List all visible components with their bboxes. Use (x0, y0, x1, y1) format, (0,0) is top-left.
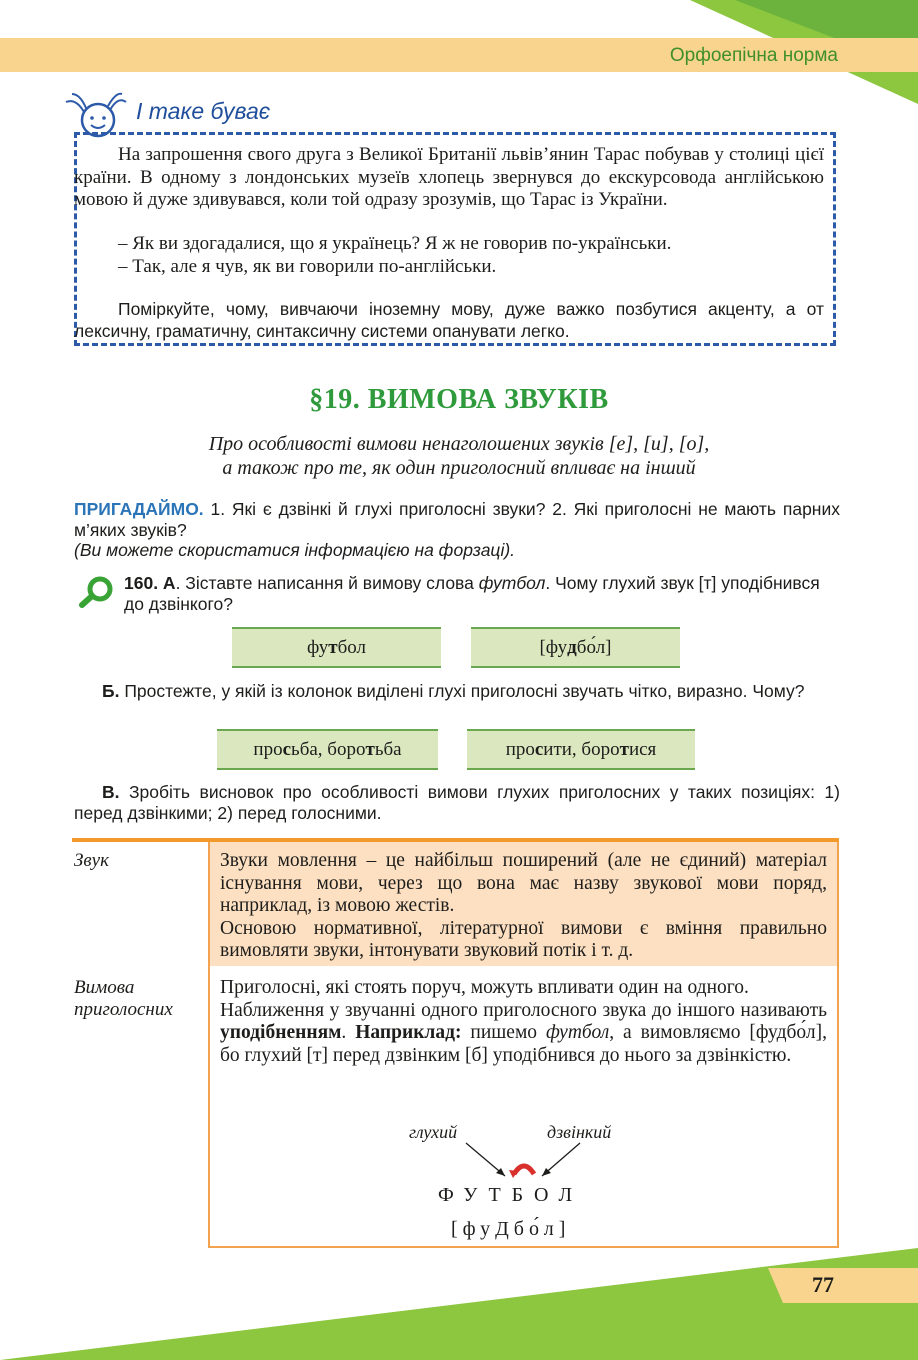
exercise-a-text (124, 573, 840, 615)
header-title: Орфоепічна норма (669, 45, 838, 66)
exercise-number: 160. А (124, 573, 176, 593)
rule-text: . (341, 1022, 356, 1043)
section-subtitle-line-2: а також про те, як один приголосний впливає на інший (222, 457, 696, 479)
column-box-part: ьба, боро (291, 739, 366, 760)
rule-term-sound: Звук (74, 850, 109, 871)
spelling-box-part: бол (337, 637, 367, 658)
transcription-part: бо́л (513, 1218, 559, 1240)
column-box-part: ися (628, 739, 657, 760)
fun-fact-dialogue-1: – Як ви здогадалися, що я українець? Я ж не говорив по-українськи. (118, 233, 672, 254)
fun-fact-question: Поміркуйте, чому, вивчаючи іноземну мову, дуже важко позбутися акценту, а от лексичну, граматичну, синтаксичну системи опанувати легко. (74, 299, 824, 341)
exercise-c-label: В. (102, 782, 120, 802)
column-box-part: ити, боро (543, 739, 620, 760)
column-box-left (217, 729, 438, 770)
diagram-label-voiced: дзвінкий (547, 1122, 612, 1142)
column-box-highlight: с (282, 739, 292, 760)
rule-term-consonants: Вимова приголосних (74, 977, 173, 1020)
diagram-label-voiceless: глухий (409, 1122, 458, 1142)
spelling-box (232, 627, 441, 668)
column-box-part: про (253, 739, 283, 760)
pronunciation-box-part: [фу (539, 637, 568, 658)
diagram-word: ФУТБОЛ (438, 1184, 584, 1206)
bottom-corner-decoration (0, 1248, 918, 1360)
column-box-right (467, 729, 695, 770)
rule-text: пишемо (461, 1022, 546, 1043)
rule-term-assimilation: уподібненням (220, 1022, 342, 1043)
exercise-a-text-2: . Чому глухий звук [т] уподібнився до дзвінкого? (124, 573, 820, 614)
rule-example-word: футбол (545, 1022, 610, 1043)
spelling-box-highlight: т (328, 637, 338, 658)
pronunciation-box-highlight: д (567, 637, 577, 658)
recall-block (74, 499, 840, 541)
transcription-bracket: [ (451, 1218, 463, 1240)
exercise-b-label: Б. (102, 681, 120, 701)
column-box-part: про (505, 739, 535, 760)
fun-fact-title: І таке буває (136, 98, 271, 124)
column-box-part: ьба (374, 739, 402, 760)
pronunciation-box (471, 627, 680, 668)
rule-example-label: Наприклад: (355, 1022, 462, 1043)
recall-label: ПРИГАДАЙМО. (74, 499, 204, 519)
rule-definition-consonants-1: Приголосні, які стоять поруч, можуть впливати один на одного. (220, 977, 749, 998)
column-box-highlight: т (619, 739, 629, 760)
rule-definition-consonants (220, 977, 827, 1067)
transcription-part: фу (462, 1218, 496, 1240)
column-box-highlight: с (534, 739, 544, 760)
recall-text: 1. Які є дзвінкі й глухі приголосні звуки? 2. Які приголосні не мають парних м’яких звуків? (74, 499, 840, 540)
rule-definition-consonants-2 (220, 1000, 827, 1068)
fun-fact-dialogue-2: – Так, але я чув, як ви говорили по-англійськи. (118, 256, 497, 277)
section-title: §19. ВИМОВА ЗВУКІВ (309, 384, 609, 415)
rule-definition-sound-2: Основою нормативної, літературної вимови є вміння правильно вимовляти звуки, інтонувати звуковий потік і т. д. (220, 917, 827, 961)
rule-text: Наближення у звучанні одного приголосного звука до іншого називають (220, 999, 827, 1021)
exercise-b-body: Простежте, у якій із колонок виділені глухі приголосні звучать чітко, виразно. Чому? (119, 681, 805, 701)
exercise-b-text (74, 681, 840, 702)
magnifier-icon (78, 575, 116, 609)
page-number: 77 (812, 1272, 834, 1297)
exercise-c-text (74, 782, 840, 824)
transcription-changed-sound: Д (495, 1218, 514, 1240)
exercise-a-text-1: . Зіставте написання й вимову слова (175, 573, 479, 593)
exercise-a-word: футбол (478, 573, 546, 593)
column-box-highlight: т (365, 739, 375, 760)
spelling-box-part: фу (306, 637, 329, 658)
section-subtitle-line-1: Про особливості вимови ненаголошених звуків [е], [и], [о], (208, 433, 710, 455)
fun-fact-paragraph: На запрошення свого друга з Великої Британії львів’янин Тарас побував у столиці цієї країни. В одному з лондонських музеїв хлопець звернувся до екскурсовода англійською мовою й дуже здивувався, коли той одразу зрозумів, що Тарас із України. (74, 144, 824, 210)
exercise-c-body: Зробіть висновок про особливості вимови глухих приголосних у таких позиціях: 1) перед дзвінкими; 2) перед голосними. (74, 782, 840, 823)
recall-note: (Ви можете скористатися інформацією на форзаці). (74, 540, 516, 560)
rule-text: , а вимовляємо [фудбо́л], бо глухий [т] перед дзвінким [б] уподібнився до нього за дзвінкістю. (220, 1022, 828, 1066)
rule-definition-sound (220, 850, 827, 963)
pronunciation-box-part: бо́л] (576, 637, 612, 658)
rule-definition-sound-1: Звуки мовлення – це найбільш поширений (але не єдиний) матеріал існування мови, через що вона має назву звукової мови поряд, наприклад, із мовою жестів. (220, 850, 827, 916)
section-subtitle (0, 432, 918, 480)
transcription-bracket: ] (558, 1218, 571, 1240)
diagram-transcription (451, 1218, 570, 1241)
